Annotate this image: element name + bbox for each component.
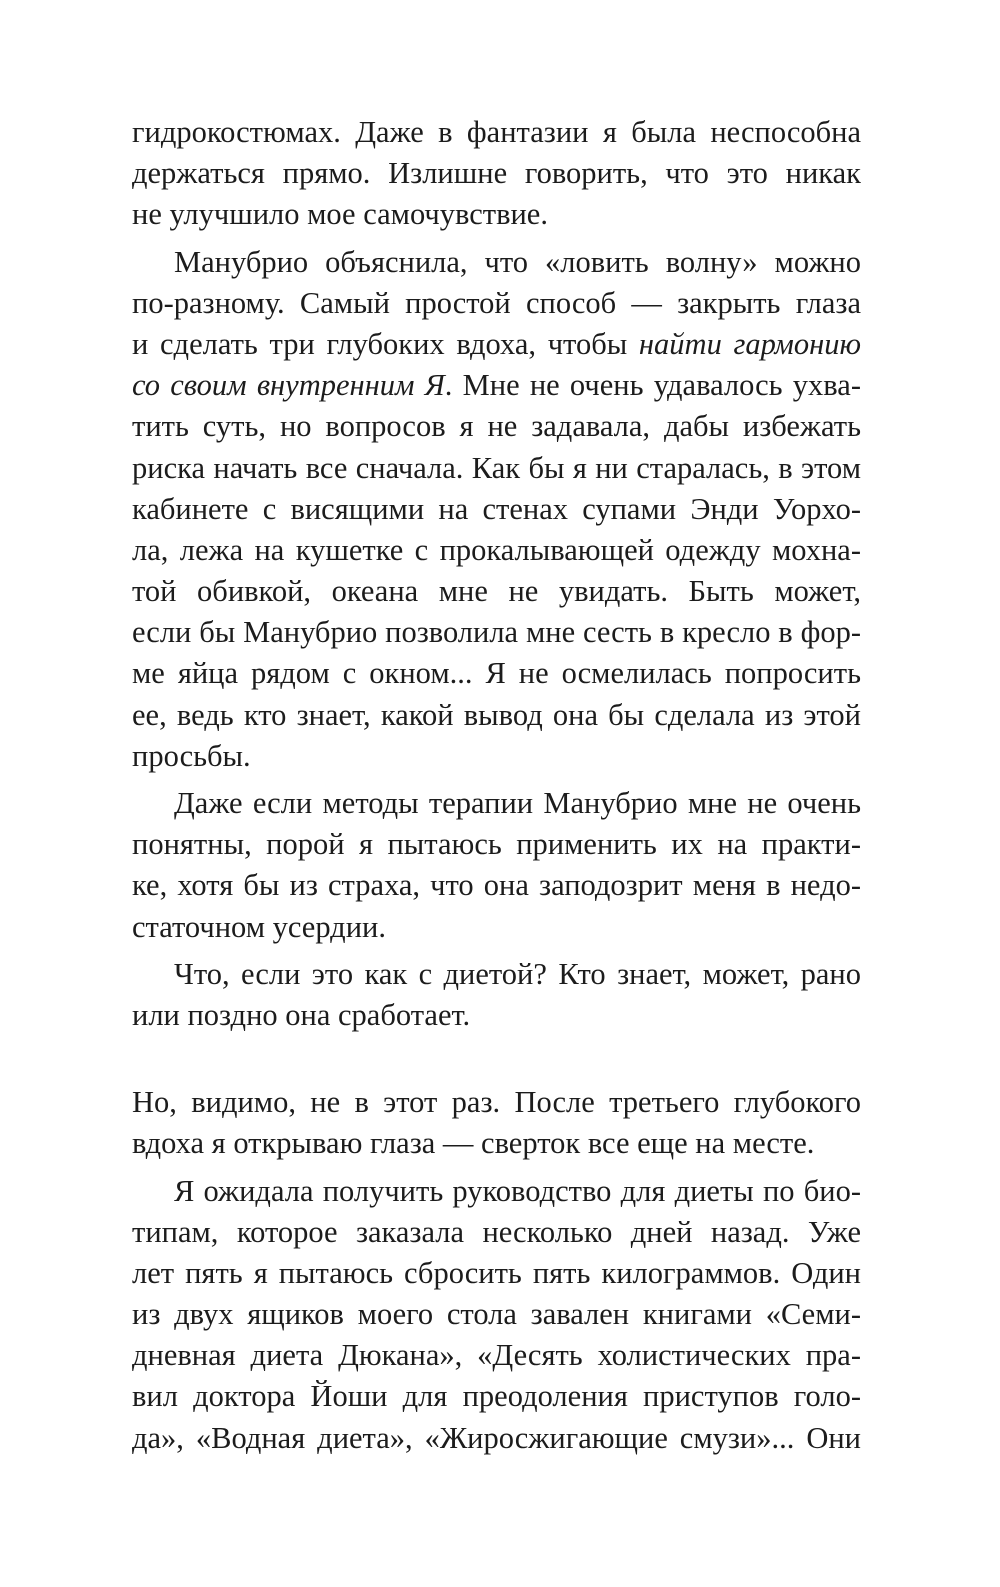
text-line: ла, лежа на кушетке с прокалывающей одежду мохна- — [132, 532, 861, 567]
text-line: Что, если это как с диетой? Кто знает, может, рано — [174, 956, 861, 991]
paragraph-1 — [132, 112, 861, 236]
text-line: лет пять я пытаюсь сбросить пять килограммов. Один — [132, 1255, 861, 1290]
text-line: вдоха я открываю глаза — сверток все еще на месте. — [132, 1126, 815, 1161]
text-line: Но, видимо, не в этот раз. После третьего глубокого — [132, 1085, 861, 1120]
text-line: вил доктора Йоши для преодоления приступов голо- — [132, 1379, 861, 1414]
paragraph-5 — [132, 1082, 861, 1164]
section-break — [132, 1042, 861, 1082]
text-line: не улучшило мое самочувствие. — [132, 197, 548, 232]
text-line: ее, ведь кто знает, какой вывод она бы сделала из этой — [132, 697, 861, 732]
paragraph-4 — [132, 954, 861, 1036]
paragraph-2 — [132, 242, 861, 777]
text-line: дневная диета Дюкана», «Десять холистических пра- — [132, 1338, 861, 1373]
text-line: гидрокостюмах. Даже в фантазии я была неспособна — [132, 115, 861, 149]
italic-phrase: найти гармонию — [638, 326, 861, 361]
italic-phrase: со своим внутренним Я — [132, 368, 445, 403]
text-line: кабинете с висящими на стенах супами Энди Уорхо- — [132, 491, 861, 526]
text-line: Я ожидала получить руководство для диеты по био- — [174, 1173, 861, 1208]
text-line: если бы Манубрио позволила мне сесть в кресло в фор- — [132, 615, 861, 650]
text-line: риска начать все сначала. Как бы я ни старалась, в этом — [132, 450, 861, 485]
text-line: из двух ящиков моего стола завален книгами «Семи- — [132, 1297, 861, 1332]
book-page — [132, 112, 861, 1465]
text-line: типам, которое заказала несколько дней назад. Уже — [132, 1214, 861, 1249]
text-line: Манубрио объяснила, что «ловить волну» можно — [174, 244, 861, 279]
text-line: понятны, порой я пытаюсь применить их на практи- — [132, 827, 861, 862]
text-line: или поздно она сработает. — [132, 997, 471, 1032]
text-line: держаться прямо. Излишне говорить, что это никак — [132, 156, 861, 191]
text-line: ме яйца рядом с окном... Я не осмелилась попросить — [132, 656, 861, 691]
text-line: со своим внутренним Я. Мне не очень удавалось ухва- — [132, 368, 861, 403]
text-line: ке, хотя бы из страха, что она заподозрит меня в недо- — [132, 868, 861, 903]
text-line: по-разному. Самый простой способ — закрыть глаза — [132, 285, 861, 320]
text-line: и сделать три глубоких вдоха, чтобы найти гармонию — [132, 326, 861, 361]
text-line: статочном усердии. — [132, 909, 386, 944]
text-line: тить суть, но вопросов я не задавала, дабы избежать — [132, 409, 861, 444]
text-line: той обивкой, океана мне не увидать. Быть может, — [132, 574, 861, 609]
text-line: просьбы. — [132, 738, 251, 773]
paragraph-3 — [132, 783, 861, 948]
paragraph-6 — [132, 1171, 861, 1459]
text-line: Даже если методы терапии Манубрио мне не очень — [174, 786, 861, 820]
text-line: да», «Водная диета», «Жиросжигающие смузи»... Они — [132, 1420, 861, 1455]
